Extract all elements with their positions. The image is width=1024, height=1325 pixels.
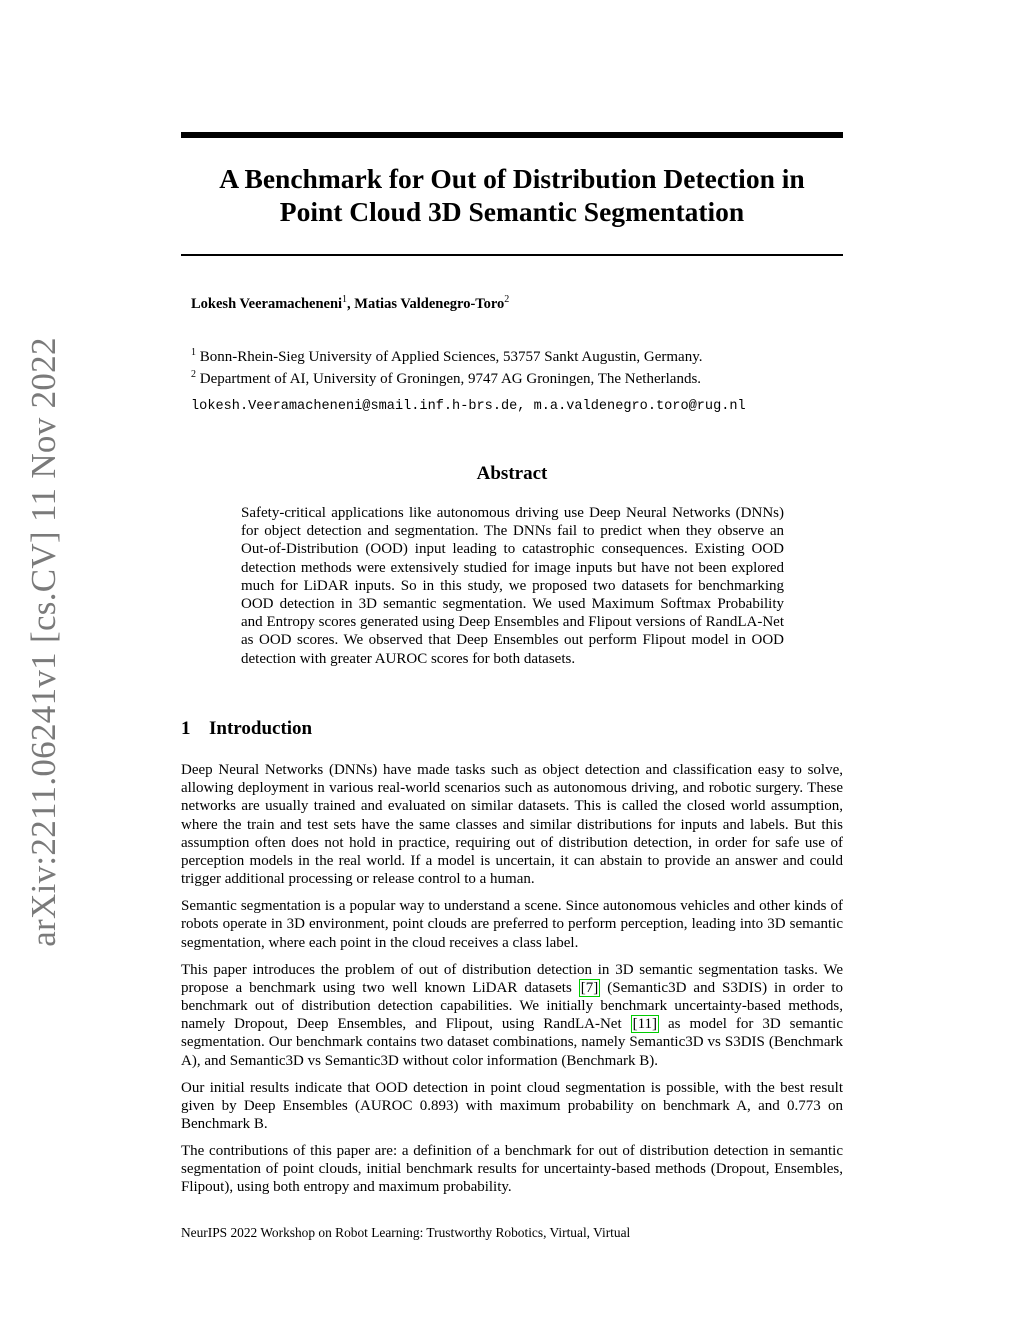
paragraph: Semantic segmentation is a popular way to understand a scene. Since autonomous vehicles and other kinds of robots operate in 3D environment, point clouds are preferred to perform perception, leading into 3D semantic segmentation, where each point in the cloud receives a class label. [181, 898, 843, 951]
paragraph [181, 961, 843, 1070]
citation-link[interactable]: [7] [580, 979, 599, 996]
section-heading [181, 718, 312, 740]
title-line-1: A Benchmark for Out of Distribution Detection in [219, 163, 805, 194]
affiliations [191, 344, 702, 388]
author-list [191, 294, 509, 313]
section-title: Introduction [209, 718, 313, 739]
author-affiliation-mark: 2 [504, 294, 510, 305]
paragraph: The contributions of this paper are: a definition of a benchmark for out of distribution detection in semantic segmentation of point clouds, initial benchmark results for uncertainty-based methods (Dropout, Ensembles, Flipout), using both entropy and maximum probability. [181, 1143, 843, 1196]
author-affiliation-mark: 1 [342, 294, 348, 305]
affiliation-text: Bonn-Rhein-Sieg University of Applied Sciences, 53757 Sankt Augustin, Germany. [199, 349, 703, 365]
citation-link[interactable]: [11] [632, 1016, 658, 1033]
affiliation-text: Department of AI, University of Groningen, 9747 AG Groningen, The Netherlands. [199, 371, 702, 387]
paragraph-text: as model for 3D semantic segmentation. Our benchmark contains two dataset combinations, namely Semantic3D vs S3DIS (Benchmark A), and Semantic3D vs Semantic3D without color information (Benchmark B). [181, 1016, 843, 1069]
abstract-text: Safety-critical applications like autonomous driving use Deep Neural Networks (DNNs) for object detection and segmentation. The DNNs fail to predict when they observe an Out-of-Distribution (OOD) input leading to catastrophic consequences. Existing OOD detection methods were extensively studied for image inputs but have not been explored much for LiDAR inputs. So in this study, we proposed two datasets for benchmarking OOD detection in 3D semantic segmentation. We used Maximum Softmax Probability and Entropy scores generated using Deep Ensembles and Flipout versions of RandLA-Net as OOD scores. We observed that Deep Ensembles out perform Flipout model in OOD detection with greater AUROC scores for both datasets. [241, 505, 784, 667]
section-number: 1 [181, 718, 191, 739]
paragraph-text: This paper introduces the problem of out of distribution detection in 3D semantic segmentation tasks. We propose a benchmark using two well known LiDAR datasets [181, 961, 843, 996]
title-top-rule [181, 132, 843, 138]
author-emails[interactable]: lokesh.Veeramacheneni@smail.inf.h-brs.de, m.a.valdenegro.toro@rug.nl [191, 399, 746, 414]
paper-title [181, 162, 843, 228]
arxiv-identifier[interactable]: arXiv:2211.06241v1 [cs.CV] 11 Nov 2022 [24, 337, 63, 947]
affiliation-mark: 1 [191, 347, 196, 358]
paragraph: Our initial results indicate that OOD detection in point cloud segmentation is possible, with the best result given by Deep Ensembles (AUROC 0.893) with maximum probability on benchmark A, and 0.773 on Benchmark B. [181, 1079, 843, 1133]
author-name: Matias Valdenegro-Toro [354, 295, 505, 312]
affiliation-line [191, 366, 702, 388]
abstract-heading: Abstract [476, 463, 548, 484]
paragraph-text: (Semantic3D and S3DIS) in order to benchmark out of distribution detection capabilities. We initially benchmark uncertainty-based methods, namely Dropout, Deep Ensembles, and Flipout, using RandLA-Net [181, 979, 843, 1033]
author-name: Lokesh Veeramacheneni [191, 295, 343, 312]
venue-footer: NeurIPS 2022 Workshop on Robot Learning: Trustworthy Robotics, Virtual, Virtual [181, 1225, 631, 1240]
title-bottom-rule [181, 254, 843, 256]
affiliation-mark: 2 [191, 369, 196, 380]
author-separator: , [347, 295, 355, 312]
introduction-body [181, 761, 843, 1205]
title-line-2: Point Cloud 3D Semantic Segmentation [279, 196, 745, 227]
paragraph: Deep Neural Networks (DNNs) have made tasks such as object detection and classification easy to solve, allowing deployment in various real-world scenarios such as autonomous driving, and robotic surgery. These networks are usually trained and evaluated on similar datasets. This is called the closed world assumption, where the train and test sets have the same classes and similar distributions for inputs and labels. But this assumption often does not hold in practice, requiring out of distribution detection, in order for safe use of perception models in the real world. If a model is uncertain, it can abstain to provide an answer and could trigger additional processing or release control to a human. [181, 762, 843, 888]
affiliation-line [191, 344, 702, 366]
